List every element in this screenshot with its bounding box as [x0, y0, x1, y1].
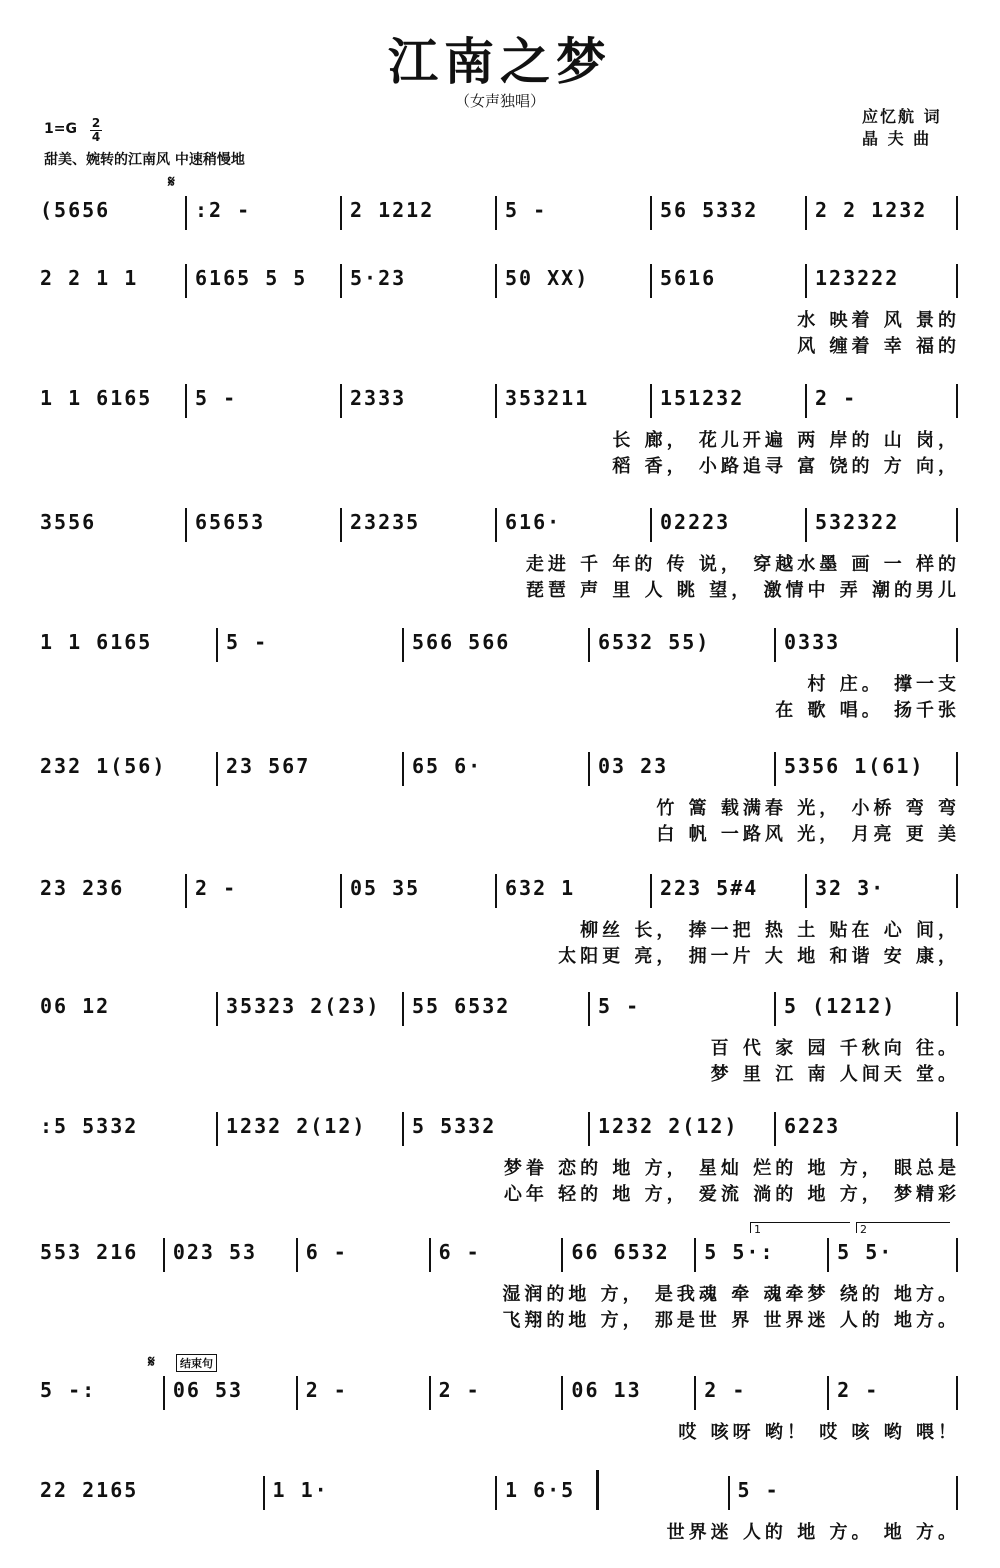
composer-credit: 晶 夫 曲	[862, 129, 932, 148]
measure: 06 53	[172, 1378, 244, 1402]
notation-line	[30, 1376, 960, 1412]
lyrics-verse-1: 走进 千 年的 传 说， 穿越水墨 画 一 样的	[525, 554, 960, 575]
measure: 2 2 1 1	[40, 266, 139, 290]
ending-phrase-label: 结束句	[176, 1354, 217, 1372]
measure: 66 6532	[571, 1240, 670, 1264]
measure: 05 35	[350, 876, 421, 900]
notation-line	[30, 992, 960, 1028]
bar-line	[340, 196, 342, 230]
measure: 223 5#4	[660, 876, 759, 900]
measure: 2 2 1232	[815, 198, 928, 222]
bar-line	[956, 1476, 958, 1510]
notation-line	[30, 264, 960, 300]
measure: 532322	[815, 510, 900, 534]
measure: 5 5·	[837, 1240, 894, 1264]
measure: 1 6·5	[505, 1478, 576, 1502]
bar-line	[827, 1238, 829, 1272]
measure: 353211	[505, 386, 590, 410]
measure: 5 -	[226, 630, 269, 654]
bar-line	[650, 508, 652, 542]
bar-line	[588, 992, 590, 1026]
measure: 6532 55)	[598, 630, 711, 654]
bar-line	[340, 264, 342, 298]
bar-line	[694, 1238, 696, 1272]
measure: 6 -	[438, 1240, 481, 1264]
lyrics-verse-2: 在 歌 唱。 扬千张	[775, 700, 960, 721]
measure: 2 -	[704, 1378, 747, 1402]
lyricist-credit: 应忆航 词	[862, 107, 942, 126]
measure: 5 -	[598, 994, 641, 1018]
song-subtitle: （女声独唱）	[454, 92, 545, 110]
measure: 6165 5 5	[195, 266, 308, 290]
notation-line	[30, 628, 960, 664]
measure: 32 3·	[815, 876, 886, 900]
measure: 2 -	[195, 876, 238, 900]
bar-line	[728, 1476, 730, 1510]
bar-line	[650, 196, 652, 230]
notation-line	[30, 752, 960, 788]
measure: 1 1·	[272, 1478, 329, 1502]
lyrics-verse-1: 梦眷 恋的 地 方， 星灿 烂的 地 方， 眼总是	[503, 1158, 960, 1179]
measure: 232 1(56)	[40, 754, 167, 778]
bar-line	[650, 264, 652, 298]
bar-line	[956, 384, 958, 418]
measure: 5 5332	[412, 1114, 497, 1138]
measure: 5 -	[737, 1478, 780, 1502]
bar-line	[495, 384, 497, 418]
measure: 03 23	[598, 754, 669, 778]
measure: 2 1212	[350, 198, 435, 222]
bar-line	[956, 1238, 958, 1272]
bar-line	[340, 874, 342, 908]
measure: 2 -	[815, 386, 858, 410]
second-ending-bracket: 2	[856, 1222, 950, 1233]
measure: 1 1 6165	[40, 386, 153, 410]
bar-line	[956, 508, 958, 542]
bar-line	[216, 628, 218, 662]
measure: 1232 2(12)	[226, 1114, 367, 1138]
bar-line	[774, 1112, 776, 1146]
lyrics-verse-1: 长 廊， 花儿开遍 两 岸的 山 岗，	[612, 430, 960, 451]
measure: 55 6532	[412, 994, 511, 1018]
measure: 151232	[660, 386, 745, 410]
lyrics-verse-2: 稻 香， 小路追寻 富 饶的 方 向，	[612, 456, 960, 477]
notation-line	[30, 196, 960, 232]
bar-line	[956, 874, 958, 908]
bar-line	[216, 992, 218, 1026]
bar-line	[402, 752, 404, 786]
bar-line	[495, 264, 497, 298]
measure: 02223	[660, 510, 731, 534]
measure: 5·23	[350, 266, 407, 290]
bar-line	[956, 752, 958, 786]
bar-line	[956, 1376, 958, 1410]
lyrics-verse-1: 哎 咳呀 哟！ 哎 咳 哟 喂！	[678, 1422, 960, 1443]
lyrics-verse-2: 琵琶 声 里 人 眺 望， 激情中 弄 潮的男儿	[525, 580, 960, 601]
segno-sign-start: 𝄋	[168, 172, 175, 191]
bar-line	[650, 874, 652, 908]
bar-line	[495, 508, 497, 542]
notation-line	[30, 508, 960, 544]
measure: 553 216	[40, 1240, 139, 1264]
lyrics-verse-1: 竹 篙 载满春 光， 小桥 弯 弯	[656, 798, 960, 819]
bar-line	[588, 628, 590, 662]
lyrics-verse-1: 百 代 家 园 千秋向 往。	[710, 1038, 960, 1059]
bar-line	[185, 196, 187, 230]
notation-line	[30, 874, 960, 910]
measure: :5 5332	[40, 1114, 139, 1138]
lyrics-verse-1: 水 映着 风 景的	[797, 310, 960, 331]
bar-line	[340, 508, 342, 542]
measure: 23235	[350, 510, 421, 534]
bar-line	[296, 1376, 298, 1410]
bar-line	[216, 1112, 218, 1146]
lyrics-verse-1: 柳丝 长， 捧一把 热 土 贴在 心 间，	[580, 920, 960, 941]
bar-line	[402, 992, 404, 1026]
measure: 06 12	[40, 994, 111, 1018]
measure: 616·	[505, 510, 562, 534]
bar-line	[588, 752, 590, 786]
measure: 5 5·:	[704, 1240, 775, 1264]
measure: 1 1 6165	[40, 630, 153, 654]
bar-line	[340, 384, 342, 418]
lyrics-verse-2: 太阳更 亮， 拥一片 大 地 和谐 安 康，	[558, 946, 960, 967]
measure: 5 -:	[40, 1378, 97, 1402]
bar-line	[185, 508, 187, 542]
segno-sign-end: 𝄋	[148, 1352, 155, 1371]
bar-line	[185, 264, 187, 298]
measure: 5 (1212)	[784, 994, 897, 1018]
measure: 23 236	[40, 876, 125, 900]
measure: 5 -	[505, 198, 548, 222]
bar-line	[956, 196, 958, 230]
tempo-marking: 甜美、婉转的江南风 中速稍慢地	[44, 152, 245, 168]
first-ending-bracket: 1	[750, 1222, 850, 1233]
notation-line	[30, 384, 960, 420]
measure: 023 53	[172, 1240, 258, 1264]
bar-line	[429, 1376, 431, 1410]
bar-line	[774, 752, 776, 786]
lyrics-verse-1: 湿润的地 方， 是我魂 牵 魂牵梦 绕的 地方。	[502, 1284, 960, 1305]
bar-line	[650, 384, 652, 418]
bar-line	[805, 384, 807, 418]
bar-line	[163, 1238, 165, 1272]
measure: 2 -	[305, 1378, 348, 1402]
lyrics-verse-2: 白 帆 一路风 光， 月亮 更 美	[656, 824, 960, 845]
bar-line	[805, 874, 807, 908]
bar-line	[805, 196, 807, 230]
bar-line	[561, 1238, 563, 1272]
key-signature: 1=G	[44, 121, 77, 137]
bar-line	[774, 628, 776, 662]
notation-line	[30, 1238, 960, 1274]
bar-line	[163, 1376, 165, 1410]
lyrics-verse-2: 心年 轻的 地 方， 爱流 淌的 地 方， 梦精彩	[503, 1184, 960, 1205]
bar-line	[956, 628, 958, 662]
measure: 632 1	[505, 876, 576, 900]
bar-line	[561, 1376, 563, 1410]
measure: 65653	[195, 510, 266, 534]
bar-line	[429, 1238, 431, 1272]
bar-line	[296, 1238, 298, 1272]
bar-line	[827, 1376, 829, 1410]
measure: 23 567	[226, 754, 311, 778]
lyrics-verse-2: 风 缠着 幸 福的	[797, 336, 960, 357]
lyrics-verse-2: 梦 里 江 南 人间天 堂。	[710, 1064, 960, 1085]
bar-line	[402, 1112, 404, 1146]
time-signature	[90, 117, 102, 144]
bar-line	[185, 874, 187, 908]
bar-line	[805, 264, 807, 298]
measure: 123222	[815, 266, 900, 290]
measure: 2 -	[438, 1378, 481, 1402]
measure: 5 -	[195, 386, 238, 410]
bar-line	[774, 992, 776, 1026]
bar-line	[185, 384, 187, 418]
measure: 2 -	[837, 1378, 880, 1402]
notation-line	[30, 1476, 960, 1512]
bar-line	[216, 752, 218, 786]
bar-line	[805, 508, 807, 542]
measure: 50 XX)	[505, 266, 590, 290]
measure: 22 2165	[40, 1478, 139, 1502]
measure: 566 566	[412, 630, 511, 654]
time-signature-top: 2	[91, 116, 101, 130]
bar-line	[402, 628, 404, 662]
measure: 65 6·	[412, 754, 483, 778]
measure: 0333	[784, 630, 841, 654]
measure: 2333	[350, 386, 407, 410]
measure: 5616	[660, 266, 717, 290]
notation-line	[30, 1112, 960, 1148]
measure: 6 -	[305, 1240, 348, 1264]
bar-line	[588, 1112, 590, 1146]
measure: 1232 2(12)	[598, 1114, 739, 1138]
bar-line	[263, 1476, 265, 1510]
measure: 56 5332	[660, 198, 759, 222]
bar-line	[495, 1476, 497, 1510]
measure: 35323 2(23)	[226, 994, 381, 1018]
measure: 5356 1(61)	[784, 754, 925, 778]
bar-line	[956, 264, 958, 298]
lyrics-verse-2: 飞翔的地 方， 那是世 界 世界迷 人的 地方。	[502, 1310, 960, 1331]
measure: 3556	[40, 510, 97, 534]
time-signature-bottom: 4	[91, 130, 101, 144]
measure: (5656	[40, 198, 111, 222]
final-bar-line	[596, 1470, 599, 1510]
bar-line	[956, 992, 958, 1026]
bar-line	[495, 874, 497, 908]
bar-line	[694, 1376, 696, 1410]
lyrics-verse-1: 村 庄。 撑一支	[807, 674, 960, 695]
measure: 6223	[784, 1114, 841, 1138]
bar-line	[495, 196, 497, 230]
bar-line	[956, 1112, 958, 1146]
lyrics-verse-1: 世界迷 人的 地 方。 地 方。	[666, 1522, 960, 1543]
song-title: 江南之梦	[388, 33, 612, 91]
measure: :2 -	[195, 198, 252, 222]
measure: 06 13	[571, 1378, 642, 1402]
